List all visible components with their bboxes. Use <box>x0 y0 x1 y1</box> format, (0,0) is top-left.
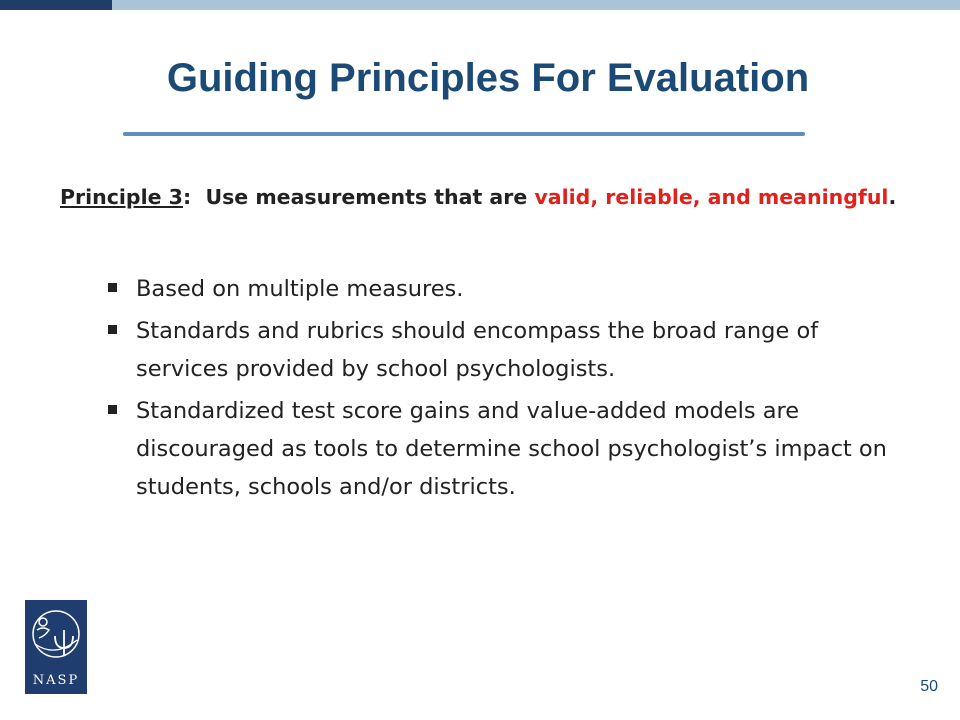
top-accent-bar-dark <box>0 0 112 10</box>
principle-label: Principle 3 <box>60 185 183 209</box>
bullet-item <box>108 270 908 308</box>
top-accent-bar <box>0 0 960 10</box>
principle-highlight: valid, reliable, and meaningful <box>534 185 889 209</box>
square-bullet-icon <box>108 283 117 292</box>
square-bullet-icon <box>108 405 117 414</box>
page-number: 50 <box>920 678 938 695</box>
bullet-text: Standardized test score gains and value-added models are discouraged as tools to determine school psychologist’s impact on students, schools and/or districts. <box>136 398 887 500</box>
principle-colon: : <box>182 185 192 209</box>
bullet-text: Based on multiple measures. <box>136 276 464 302</box>
principle-end: . <box>888 185 897 209</box>
square-bullet-icon <box>108 325 117 334</box>
bullet-text: Standards and rubrics should encompass the broad range of services provided by school psychologists. <box>136 318 819 382</box>
slide-title: Guiding Principles For Evaluation <box>166 56 810 100</box>
title-underline-rule <box>123 132 805 136</box>
principle-lead-text: Use measurements that are <box>205 185 528 209</box>
bullet-list <box>108 270 908 510</box>
logo-wordmark: NASP <box>32 673 80 688</box>
principle-statement <box>60 176 910 218</box>
nasp-logo-icon <box>25 600 87 694</box>
nasp-logo <box>25 600 87 694</box>
top-accent-bar-light <box>112 0 960 10</box>
bullet-item <box>108 392 908 506</box>
bullet-item <box>108 312 908 388</box>
